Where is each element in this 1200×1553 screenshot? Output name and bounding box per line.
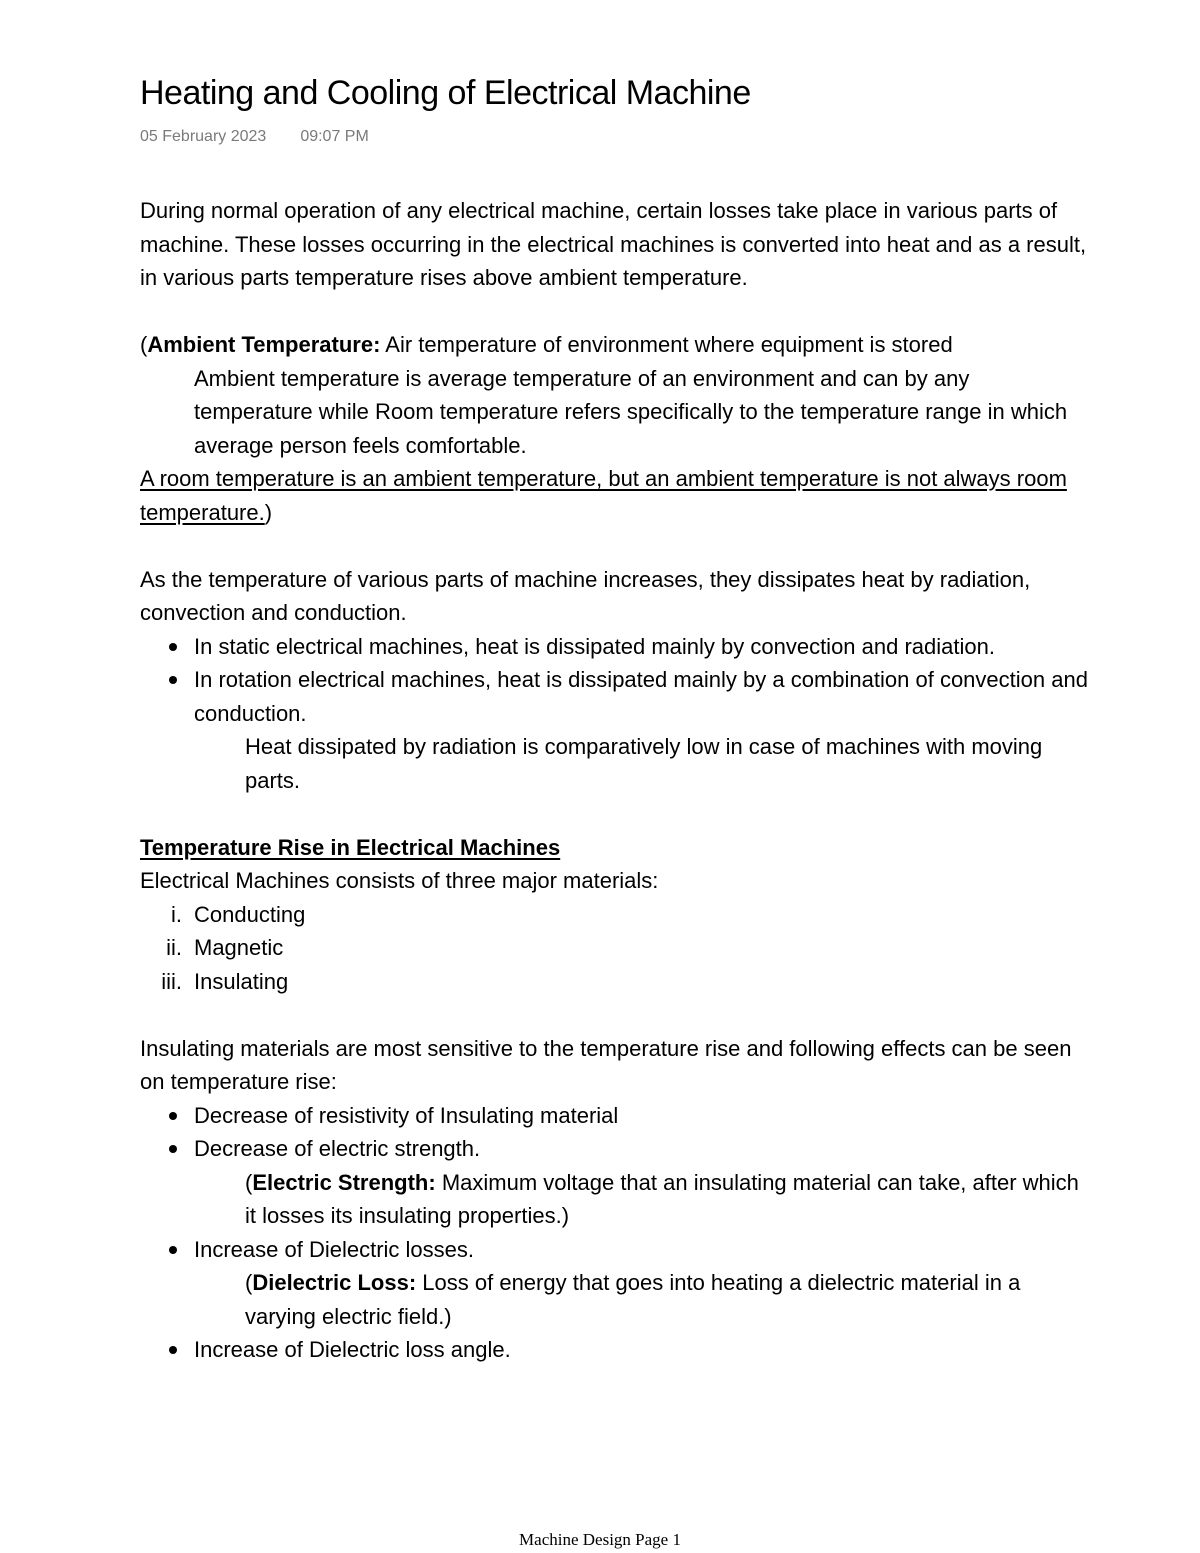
list-item: Increase of Dielectric loss angle. [140,1333,1090,1367]
ambient-explanation: Ambient temperature is average temperature of an environment and can by any temperature while Room temperature refers specifically to the temperature range in which average person feels comfortable. [194,365,1068,458]
list-item: Decrease of electric strength. [140,1132,1090,1166]
page-date: 05 February 2023 [140,128,267,145]
dielectric-loss-note: (Dielectric Loss: Loss of energy that goes into heating a dielectric material in a varying electric field.) [245,1270,1021,1329]
list-item: Decrease of resistivity of Insulating material [140,1099,1090,1133]
list-item: iii. Insulating [161,968,289,994]
room-temperature-note: A room temperature is an ambient temperature, but an ambient temperature is not always room temperature.) [140,466,1067,525]
list-item: i. Conducting [171,901,306,927]
page-footer: Machine Design Page 1 [519,1530,681,1549]
ambient-term: Ambient Temperature: [147,332,381,357]
page-content [140,194,1090,1367]
radiation-note: Heat dissipated by radiation is comparatively low in case of machines with moving parts. [245,734,1043,793]
ambient-definition: (Ambient Temperature: Air temperature of environment where equipment is stored [140,332,953,357]
intro-paragraph: During normal operation of any electrical machine, certain losses take place in various parts of machine. These losses occurring in the electrical machines is converted into heat and as a result, in various parts temperature rises above ambient temperature. [140,198,1087,290]
page-time: 09:07 PM [300,128,369,145]
list-item: Increase of Dielectric losses. [140,1233,1090,1267]
list-item: In rotation electrical machines, heat is dissipated mainly by a combination of convection and conduction. [140,663,1090,730]
dissipation-paragraph: As the temperature of various parts of machine increases, they dissipates heat by radiation, convection and conduction. [140,566,1031,625]
list-item: ii. Magnetic [166,935,284,960]
insulating-paragraph: Insulating materials are most sensitive to the temperature rise and following effects can be seen on temperature rise: [140,1035,1072,1094]
section-intro: Electrical Machines consists of three major materials: [140,868,659,893]
list-item: In static electrical machines, heat is dissipated mainly by convection and radiation. [140,630,1090,664]
electric-strength-note: (Electric Strength: Maximum voltage that an insulating material can take, after which it losses its insulating properties.) [245,1169,1079,1228]
page-metadata [140,128,369,146]
page-title: Heating and Cooling of Electrical Machine [140,74,751,112]
section-heading: Temperature Rise in Electrical Machines [140,834,561,860]
